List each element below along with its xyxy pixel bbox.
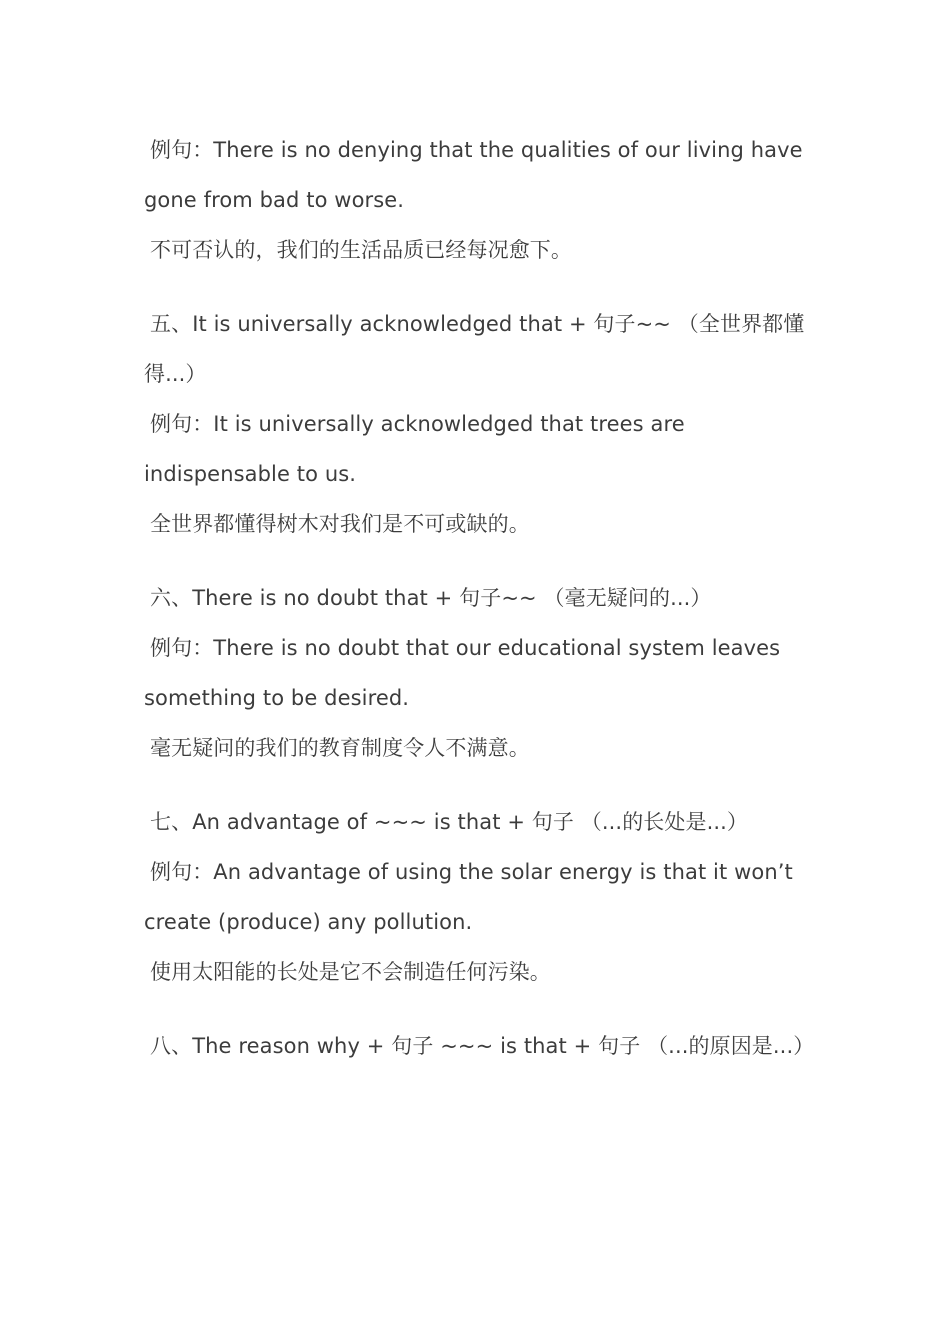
example-sentence-line: 例句：An advantage of using the solar energy is that it won’t (150, 860, 793, 884)
example-sentence-line: 例句：There is no doubt that our educational system leaves (150, 636, 781, 660)
example-sentence-line: indispensable to us. (144, 462, 357, 486)
translation-text: 全世界都懂得树木对我们是不可或缺的。 (150, 512, 530, 536)
section-heading-5-continuation: 得...） (144, 362, 207, 386)
example-sentence-line: gone from bad to worse. (144, 188, 405, 212)
section-heading-6: 六、There is no doubt that + 句子~~ （毫无疑问的...） (150, 586, 712, 610)
section-heading-8: 八、The reason why + 句子 ~~~ is that + 句子 （...的原因是...） (150, 1034, 815, 1058)
translation-text: 使用太阳能的长处是它不会制造任何污染。 (150, 960, 551, 984)
translation-text: 毫无疑问的我们的教育制度令人不满意。 (150, 736, 530, 760)
translation-text: 不可否认的，我们的生活品质已经每况愈下。 (150, 238, 572, 262)
example-sentence-line: something to be desired. (144, 686, 410, 710)
example-sentence-line: 例句：It is universally acknowledged that trees are (150, 412, 685, 436)
section-heading-5: 五、It is universally acknowledged that + 句子~~ （全世界都懂 (150, 312, 805, 336)
section-heading-7: 七、An advantage of ~~~ is that + 句子 （...的长处是...） (150, 810, 749, 834)
example-sentence-line: 例句：There is no denying that the qualities of our living have (150, 138, 803, 162)
example-sentence-line: create (produce) any pollution. (144, 910, 473, 934)
